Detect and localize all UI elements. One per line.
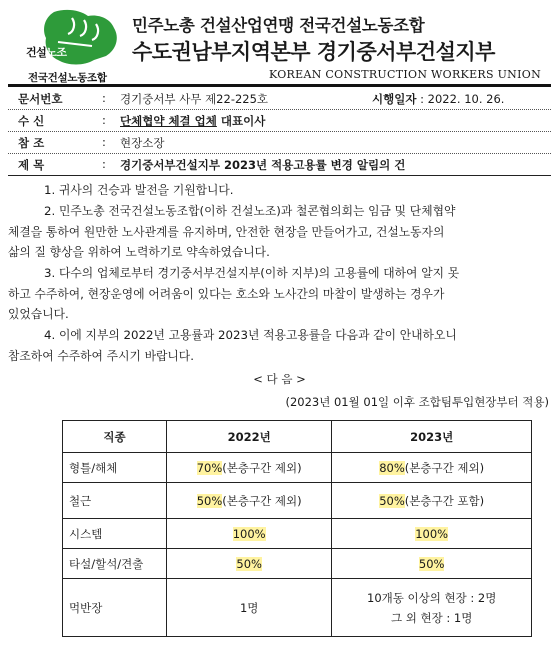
job-cell: 먹반장 [63, 579, 167, 637]
letterhead [0, 0, 559, 84]
rate-2023-cell: 50% [332, 549, 532, 579]
table-row [63, 549, 532, 579]
recipient-value: 단체협약 체결 업체 대표이사 [120, 114, 266, 128]
doc-number-row: 문서번호 : 경기중서부 사무 제22-225호 시행일자 : 2022. 10. 26. [8, 88, 551, 110]
table-header-row [63, 421, 532, 453]
rate-2023-cell: 80%(본층구간 제외) [332, 453, 532, 483]
rate-2023-cell: 50%(본층구간 포함) [332, 483, 532, 519]
rate-2022-cell: 100% [167, 519, 332, 549]
doc-number-value: 경기중서부 사무 제22-225호 [120, 92, 269, 106]
rate-2022-cell: 50%(본층구간 제외) [167, 483, 332, 519]
rate-2022-cell: 50% [167, 549, 332, 579]
job-cell: 철근 [63, 483, 167, 519]
notice-heading: < 다 음 > [253, 372, 306, 386]
logo-wordmark: 건설노조 [26, 46, 67, 59]
table-row [63, 579, 532, 637]
org-name-english: KOREAN CONSTRUCTION WORKERS UNION [269, 68, 541, 81]
fist-logo-icon [14, 8, 126, 70]
rate-2023-cell: 100% [332, 519, 532, 549]
letterhead-divider [8, 84, 551, 87]
reference-value: 현장소장 [120, 136, 165, 150]
issue-date: 시행일자 : 2022. 10. 26. [372, 92, 505, 106]
recipient-row: 수 신 : 단체협약 체결 업체 대표이사 [8, 110, 551, 132]
effective-date-note: (2023년 01월 01일 이후 조합팀투입현장부터 적용) [285, 395, 549, 409]
rate-2023-cell: 10개동 이상의 현장 : 2명 그 외 현장 : 1명 [332, 579, 532, 637]
table-row [63, 453, 532, 483]
col-header-2022: 2022년 [167, 421, 332, 453]
table-row [63, 483, 532, 519]
subject-row: 제 목 : 경기중서부건설지부 2023년 적용고용률 변경 알림의 건 [8, 154, 551, 176]
table-row [63, 519, 532, 549]
job-cell: 타설/할석/견출 [63, 549, 167, 579]
subject-label: 제 목 [18, 158, 45, 172]
rate-2022-cell: 70%(본층구간 제외) [167, 453, 332, 483]
col-header-2023: 2023년 [332, 421, 532, 453]
job-cell: 형틀/해체 [63, 453, 167, 483]
rate-2022-cell: 1명 [167, 579, 332, 637]
reference-row: 참 조 : 현장소장 [8, 132, 551, 154]
doc-number-label: 문서번호 [18, 92, 63, 106]
org-name-line1: 민주노총 건설산업연맹 전국건설노동조합 [132, 16, 425, 35]
subject-value: 경기중서부건설지부 2023년 적용고용률 변경 알림의 건 [120, 158, 406, 172]
logo-org-name: 전국건설노동조합 [28, 72, 107, 84]
job-cell: 시스템 [63, 519, 167, 549]
union-logo [14, 8, 126, 82]
reference-label: 참 조 [18, 136, 45, 150]
org-name-line2: 수도권남부지역본부 경기중서부건설지부 [132, 40, 495, 64]
recipient-label: 수 신 [18, 114, 45, 128]
paragraph-2: 2. 민주노총 전국건설노동조합(이하 건설노조)과 철콘협의회는 임금 및 단체협약 체결을 통하여 원만한 노사관계를 유지하며, 안전한 현장을 만들어가고, 건설노동자의 삶의 질 향상을 위하여 노력하기로 약속하였습니다. [8, 204, 456, 259]
paragraph-1: 1. 귀사의 건승과 발전을 기원합니다. [44, 183, 234, 197]
paragraph-3: 3. 다수의 업체로부터 경기중서부건설지부(이하 지부)의 고용률에 대하여 알지 못 하고 수주하여, 현장운영에 어려움이 있다는 호소와 노사간의 마찰이 발생하는 경우가 있었습니다. [8, 266, 460, 321]
paragraph-4: 4. 이에 지부의 2022년 고용률과 2023년 적용고용률을 다음과 같이 안내하오니 참조하여 수주하여 주시기 바랍니다. [8, 328, 457, 363]
col-header-job: 직종 [63, 421, 167, 453]
employment-rate-table [62, 420, 532, 637]
